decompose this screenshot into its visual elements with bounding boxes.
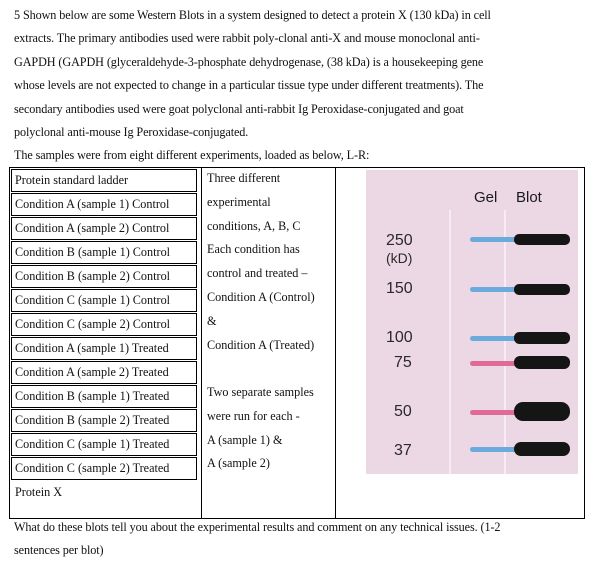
followup-line: What do these blots tell you about the experimental results and comment on any technical issues. (1-2 [14,520,501,534]
gel-band [470,237,518,242]
note-line: & [207,314,217,328]
notes-column [202,168,336,518]
gel-label: Gel [474,189,498,206]
question-text [14,4,582,168]
lane-label: Condition B (sample 2) Treated [11,409,197,432]
marker-label: 150 [386,280,413,297]
lane-list [10,168,202,518]
blot-band [514,402,570,421]
lane-label: Protein X [15,485,63,499]
followup-question [14,516,584,563]
marker-label: 100 [386,329,413,346]
gel-band [470,361,518,366]
blot-label: Blot [516,189,542,206]
note-line: control and treated – [207,266,308,280]
question-line: whose levels are not expected to change in a particular tissue type under different treatments). The [14,78,484,93]
note-line: experimental [207,195,271,209]
lane-table [9,167,585,519]
marker-label: 50 [394,403,412,420]
lane-label: Condition B (sample 1) Control [11,241,197,264]
question-line: GAPDH (GAPDH (glyceraldehyde-3-phosphate dehydrogenase, (38 kDa) is a housekeeping gene [14,54,484,69]
gel-band [470,410,518,415]
question-line: secondary antibodies used were goat polyclonal anti-rabbit Ig Peroxidase-conjugated and goat [14,101,464,116]
lane-label: Condition C (sample 2) Control [11,313,197,336]
gel-band [470,447,518,452]
figure-column [336,168,584,518]
note-line: A (sample 2) [207,456,270,470]
question-line: extracts. The primary antibodies used were rabbit poly-clonal anti-X and mouse monoclonal anti- [14,31,480,46]
note-line: A (sample 1) & [207,433,283,447]
note-line: were run for each - [207,409,300,423]
gel-band [470,287,518,292]
blot-band [514,234,570,245]
lane-label: Condition A (sample 2) Control [11,217,197,240]
lane-label: Condition B (sample 1) Treated [11,385,197,408]
gel-band [470,336,518,341]
lane-label: Condition A (sample 2) Treated [11,361,197,384]
blot-band [514,356,570,369]
western-blot-figure [366,170,578,474]
question-line: polyclonal anti-mouse Ig Peroxidase-conjugated. [14,125,249,140]
lane-label: Condition A (sample 1) Control [11,193,197,216]
note-line: Each condition has [207,242,300,256]
kd-label: (kD) [386,250,413,266]
note-line: conditions, A, B, C [207,219,301,233]
western-blot-image [366,170,578,474]
blot-band [514,332,570,344]
note-line: Condition A (Control) [207,290,315,304]
lane-label: Condition A (sample 1) Treated [11,337,197,360]
lane-label: Condition C (sample 1) Control [11,289,197,312]
lane-label: Condition B (sample 2) Control [11,265,197,288]
blot-band [514,284,570,295]
note-line: Two separate samples [207,385,314,399]
note-line: Three different [207,171,281,185]
question-line: 5 Shown below are some Western Blots in a system designed to detect a protein X (130 kDa) in cell [14,8,491,22]
blot-band [514,442,570,456]
note-line: Condition A (Treated) [207,338,315,352]
question-line: The samples were from eight different experiments, loaded as below, L-R: [14,148,370,163]
followup-line: sentences per blot) [14,543,104,558]
marker-label: 75 [394,354,412,371]
marker-label: 250 [386,232,413,249]
marker-label: 37 [394,442,412,459]
lane-label: Condition C (sample 2) Treated [11,457,197,480]
lane-label: Condition C (sample 1) Treated [11,433,197,456]
lane-label: Protein standard ladder [11,169,197,192]
